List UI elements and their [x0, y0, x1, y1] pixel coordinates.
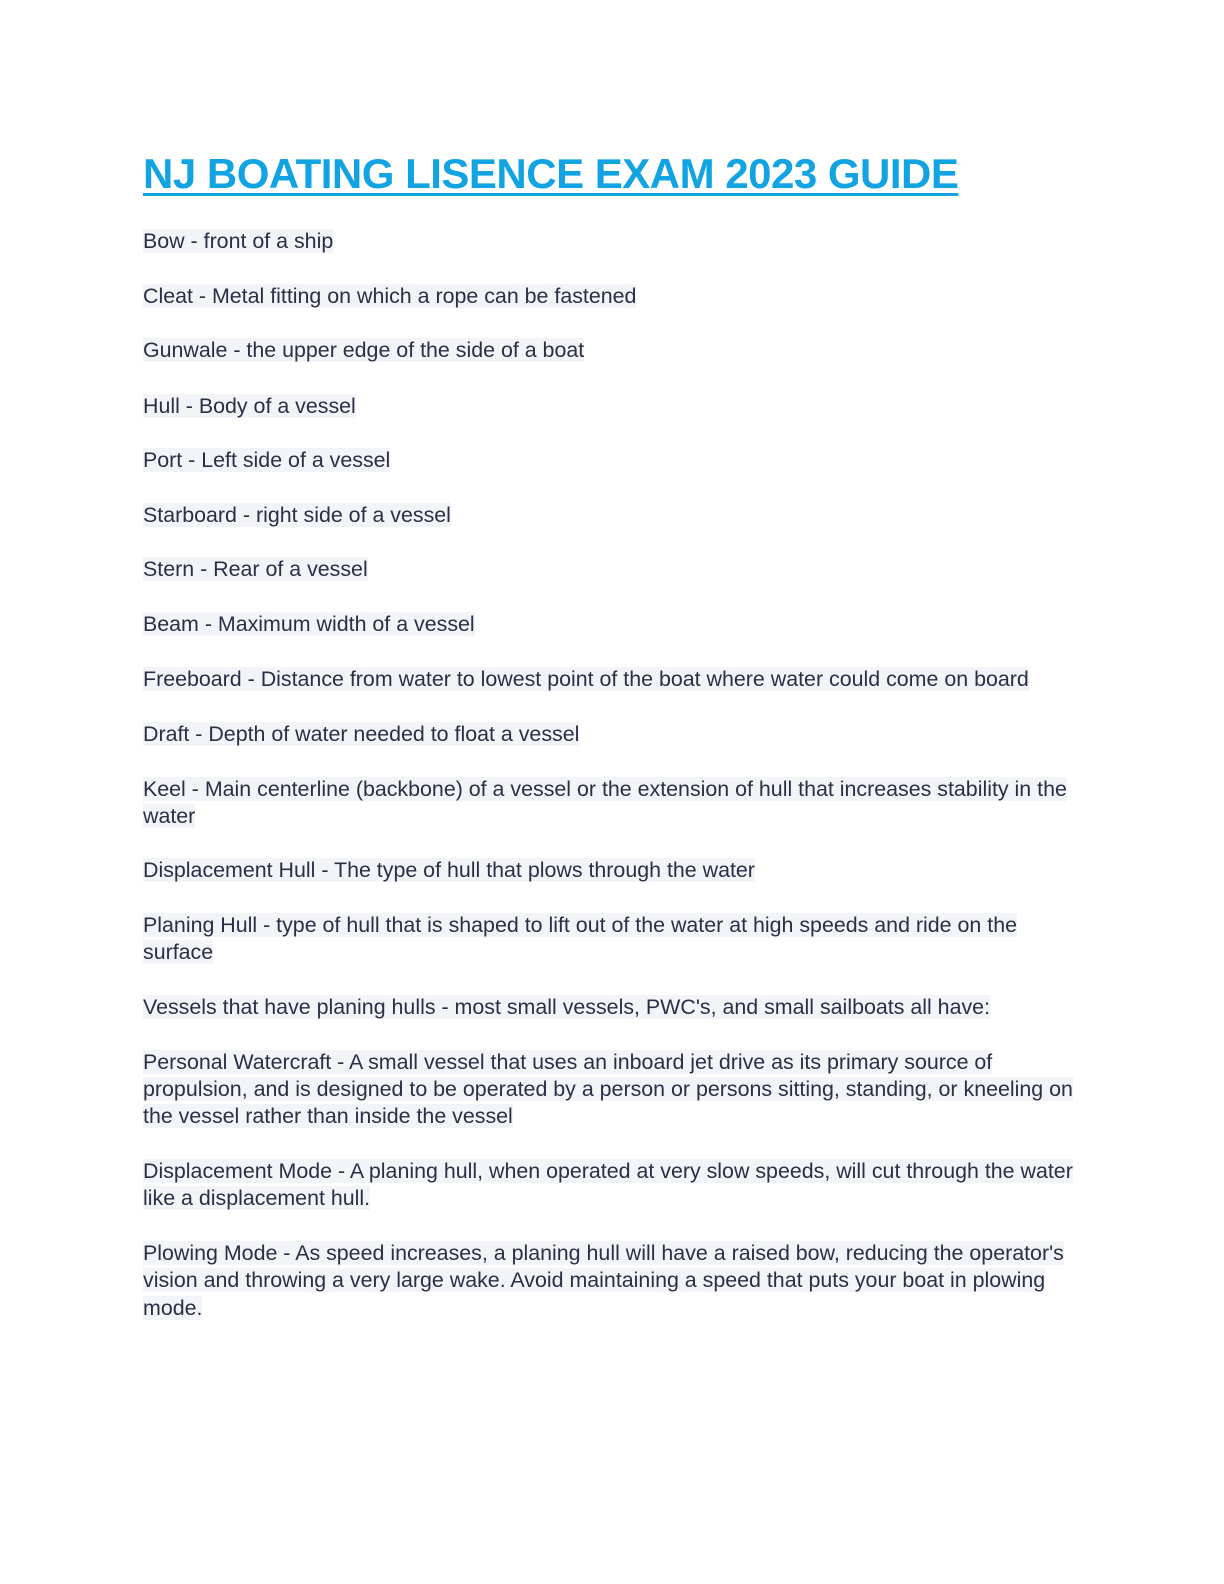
glossary-entry-text: Personal Watercraft - A small vessel that uses an inboard jet drive as its primary source of propulsion, and is designed to be operated by a person or persons sitting, standing, or kneeling on the vessel rather than inside the vessel: [143, 1049, 1073, 1129]
glossary-entry-text: Starboard - right side of a vessel: [143, 502, 451, 527]
glossary-entry: [143, 502, 1078, 529]
glossary-list: [143, 228, 1078, 1322]
glossary-entry-text: Bow - front of a ship: [143, 229, 334, 253]
glossary-entry: [143, 337, 1078, 364]
glossary-entry-text: Plowing Mode - As speed increases, a planing hull will have a raised bow, reducing the operator's vision and throwing a very large wake. Avoid maintaining a speed that puts your boat in plowing mode.: [143, 1241, 1064, 1320]
glossary-entry: [143, 1240, 1078, 1322]
glossary-entry-text: Stern - Rear of a vessel: [143, 557, 368, 582]
glossary-entry: [143, 994, 1078, 1021]
glossary-entry-text: Vessels that have planing hulls - most small vessels, PWC's, and small sailboats all have:: [143, 995, 991, 1020]
glossary-entry-text: Planing Hull - type of hull that is shaped to lift out of the water at high speeds and ride on the surface: [143, 913, 1017, 965]
glossary-entry: [143, 1158, 1078, 1212]
glossary-entry: [143, 666, 1078, 693]
glossary-entry-text: Displacement Mode - A planing hull, when operated at very slow speeds, will cut through the water like a displacement hull.: [143, 1158, 1073, 1211]
glossary-entry: [143, 228, 1078, 255]
glossary-entry-text: Displacement Hull - The type of hull that plows through the water: [143, 858, 755, 883]
glossary-entry: [143, 447, 1078, 474]
glossary-entry: [143, 721, 1078, 748]
glossary-entry-text: Draft - Depth of water needed to float a vessel: [143, 722, 580, 747]
glossary-entry: [143, 556, 1078, 583]
glossary-entry-text: Beam - Maximum width of a vessel: [143, 612, 475, 637]
glossary-entry-text: Freeboard - Distance from water to lowest point of the boat where water could come on board: [143, 667, 1029, 692]
glossary-entry: [143, 857, 1078, 884]
glossary-entry: [143, 611, 1078, 638]
glossary-entry: [143, 283, 1078, 310]
glossary-entry: [143, 1049, 1078, 1131]
glossary-entry-text: Keel - Main centerline (backbone) of a vessel or the extension of hull that increases stability in the water: [143, 776, 1067, 828]
glossary-entry: [143, 776, 1078, 830]
glossary-entry-text: Cleat - Metal fitting on which a rope can be fastened: [143, 283, 637, 308]
glossary-entry-text: Hull - Body of a vessel: [143, 393, 356, 418]
document-title: NJ BOATING LISENCE EXAM 2023 GUIDE: [143, 150, 959, 197]
glossary-entry: [143, 912, 1078, 966]
glossary-entry-text: Gunwale - the upper edge of the side of a boat: [143, 338, 585, 363]
glossary-entry-text: Port - Left side of a vessel: [143, 448, 391, 473]
glossary-entry: [143, 393, 1078, 420]
